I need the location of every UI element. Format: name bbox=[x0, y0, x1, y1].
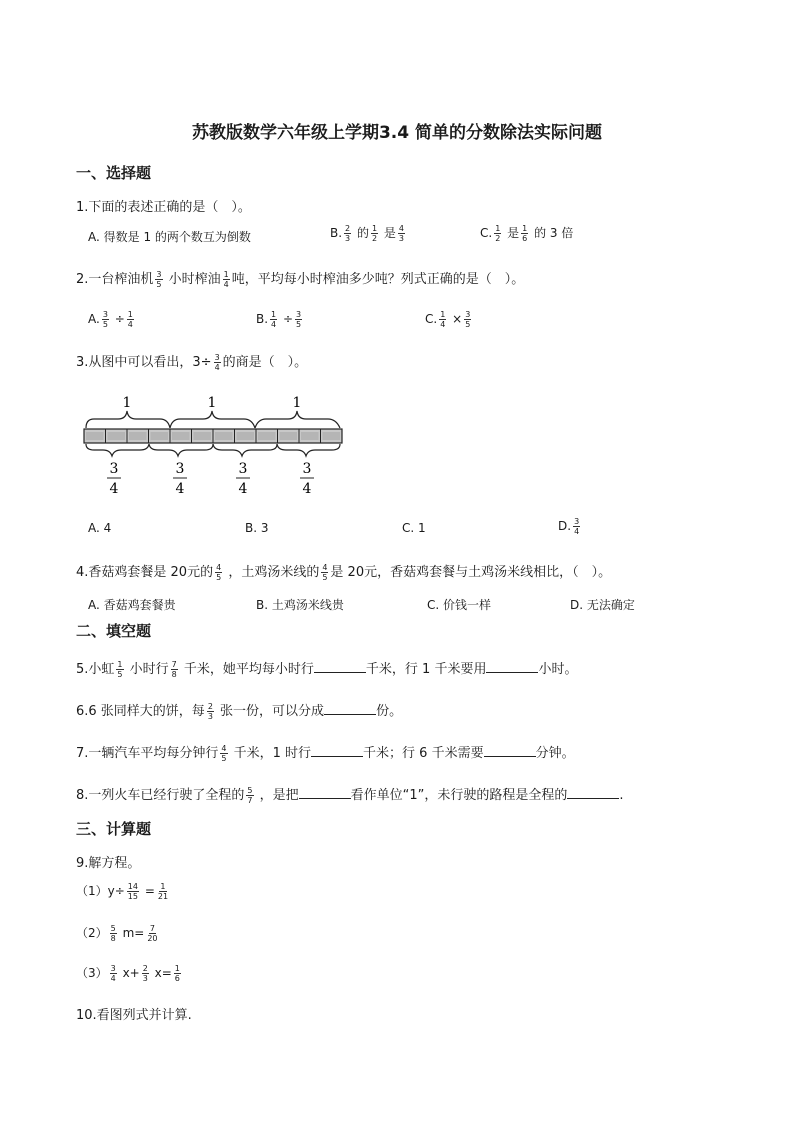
answer-blank[interactable] bbox=[567, 786, 619, 799]
q4-option-b: B. 土鸡汤米线贵 bbox=[256, 598, 344, 612]
bar-cell bbox=[215, 432, 233, 440]
q1-option-c: C. $\frac{1}{2}$ 是 $\frac{1}{6}$ 的 3 倍 bbox=[480, 224, 574, 243]
q3-option-a: A. 4 bbox=[88, 521, 112, 535]
brace-top-2 bbox=[170, 411, 255, 428]
answer-blank[interactable] bbox=[314, 660, 366, 673]
bottom-braces bbox=[86, 444, 340, 456]
answer-blank[interactable] bbox=[484, 744, 536, 757]
fraction: $\frac{4}{5}$ bbox=[322, 563, 328, 582]
fraction: $\frac{1}{21}$ bbox=[157, 882, 169, 901]
fraction: $\frac{5}{7}$ bbox=[247, 786, 253, 805]
q3-option-d: D. $\frac{3}{4}$ bbox=[558, 517, 580, 536]
question-10: 10.看图列式并计算. bbox=[76, 1008, 192, 1023]
fraction: $\frac{3}{5}$ bbox=[465, 310, 471, 329]
bottom-den-4: 4 bbox=[302, 481, 312, 497]
bar-cell bbox=[86, 432, 104, 440]
fraction: $\frac{1}{4}$ bbox=[127, 310, 133, 329]
fraction: $\frac{1}{4}$ bbox=[271, 310, 277, 329]
fraction: $\frac{7}{20}$ bbox=[147, 924, 158, 943]
bar-cell bbox=[258, 432, 276, 440]
fraction: $\frac{1}{6}$ bbox=[522, 224, 528, 243]
equation-2: （2） $\frac{5}{8}$ m= $\frac{7}{20}$ bbox=[76, 924, 158, 943]
equation-3: （3） $\frac{3}{4}$ x+ $\frac{2}{3}$ x= $\frac{1}{6}$ bbox=[76, 964, 180, 983]
question-1: 1.下面的表述正确的是（ ）。 bbox=[76, 200, 251, 215]
q3-option-b: B. 3 bbox=[245, 521, 269, 535]
question-4: 4.香菇鸡套餐是 20元的 $\frac{4}{5}$ ，土鸡汤米线的 $\frac{4}{5}$ 是 20元，香菇鸡套餐与土鸡汤米线相比，（ ）。 bbox=[76, 563, 612, 582]
top-braces bbox=[86, 411, 340, 428]
q2-option-b: B. $\frac{1}{4}$ ÷ $\frac{3}{5}$ bbox=[256, 310, 302, 329]
bar-cell bbox=[301, 432, 319, 440]
bottom-num-2: 3 bbox=[175, 461, 185, 477]
bar-cell bbox=[129, 432, 147, 440]
fraction: $\frac{4}{5}$ bbox=[216, 563, 222, 582]
page-title: 苏教版数学六年级上学期3.4 简单的分数除法实际问题 bbox=[191, 123, 603, 143]
fraction: $\frac{1}{4}$ bbox=[223, 270, 229, 289]
question-6: 6.6 张同样大的饼，每 $\frac{2}{3}$ 张一份，可以分成 份。 bbox=[76, 702, 403, 721]
fraction: $\frac{1}{4}$ bbox=[440, 310, 446, 329]
fraction: $\frac{3}{5}$ bbox=[296, 310, 302, 329]
question-2: 2.一台榨油机 $\frac{3}{5}$ 小时榨油 $\frac{1}{4}$ 吨，平均每小时榨油多少吨？列式正确的是（ ）。 bbox=[76, 270, 525, 289]
q3-option-c: C. 1 bbox=[402, 521, 426, 535]
fraction: $\frac{1}{5}$ bbox=[117, 660, 123, 679]
question-3: 3.从图中可以看出，3÷ $\frac{3}{4}$ 的商是（ ）。 bbox=[76, 353, 308, 372]
section-fill-blank: 二、填空题 bbox=[76, 622, 152, 640]
bar-cell bbox=[237, 432, 255, 440]
q4-option-d: D. 无法确定 bbox=[570, 598, 635, 612]
equation-1: （1）y÷ $\frac{14}{15}$ = $\frac{1}{21}$ bbox=[76, 882, 169, 901]
brace-bottom-1 bbox=[86, 444, 149, 456]
fraction: $\frac{2}{3}$ bbox=[207, 702, 213, 721]
answer-blank[interactable] bbox=[299, 786, 351, 799]
answer-blank[interactable] bbox=[486, 660, 538, 673]
top-label-1: 1 bbox=[122, 395, 132, 411]
fraction: $\frac{5}{8}$ bbox=[110, 924, 116, 943]
fraction: $\frac{1}{2}$ bbox=[371, 224, 378, 243]
bar-cell bbox=[151, 432, 169, 440]
fraction: $\frac{4}{5}$ bbox=[221, 744, 227, 763]
brace-bottom-4 bbox=[277, 444, 340, 456]
fraction: $\frac{1}{2}$ bbox=[495, 224, 501, 243]
top-label-2: 1 bbox=[207, 395, 217, 411]
bottom-num-1: 3 bbox=[109, 461, 119, 477]
fraction: $\frac{4}{3}$ bbox=[398, 224, 405, 243]
fraction: $\frac{3}{5}$ bbox=[156, 270, 162, 289]
fraction: $\frac{2}{3}$ bbox=[142, 964, 148, 983]
bar-cell bbox=[323, 432, 341, 440]
q1-option-a: A. 得数是 1 的两个数互为倒数 bbox=[88, 230, 251, 244]
bar-cell bbox=[280, 432, 298, 440]
q2-option-c: C. $\frac{1}{4}$ × $\frac{3}{5}$ bbox=[425, 310, 471, 329]
q4-option-c: C. 价钱一样 bbox=[427, 598, 492, 612]
brace-bottom-2 bbox=[149, 444, 213, 456]
q4-option-a: A. 香菇鸡套餐贵 bbox=[88, 598, 176, 612]
fraction: $\frac{7}{8}$ bbox=[171, 660, 177, 679]
top-label-3: 1 bbox=[292, 395, 302, 411]
bar-cell bbox=[108, 432, 126, 440]
bar-cell bbox=[194, 432, 212, 440]
question-5: 5.小虹 $\frac{1}{5}$ 小时行 $\frac{7}{8}$ 千米，她平均每小时行 千米，行 1 千米要用 小时。 bbox=[76, 660, 578, 679]
fraction: $\frac{3}{4}$ bbox=[574, 517, 580, 536]
bottom-den-2: 4 bbox=[175, 481, 185, 497]
brace-bottom-3 bbox=[213, 444, 277, 456]
fraction: $\frac{3}{4}$ bbox=[214, 353, 220, 372]
section-choice: 一、选择题 bbox=[76, 164, 152, 182]
question-8: 8.一列火车已经行驶了全程的 $\frac{5}{7}$ ，是把 看作单位“1”，未行驶的路程是全程的 . bbox=[76, 786, 624, 805]
bar-cell bbox=[172, 432, 190, 440]
segmented-bar bbox=[84, 429, 342, 443]
q1-option-b: B. $\frac{2}{3}$ 的 $\frac{1}{2}$ 是 $\frac{4}{3}$ bbox=[330, 224, 405, 243]
fraction: $\frac{3}{4}$ bbox=[110, 964, 116, 983]
question-7: 7.一辆汽车平均每分钟行 $\frac{4}{5}$ 千米，1 时行 千米；行 6 千米需要 分钟。 bbox=[76, 744, 575, 763]
answer-blank[interactable] bbox=[311, 744, 363, 757]
bottom-num-4: 3 bbox=[302, 461, 312, 477]
fraction: $\frac{1}{6}$ bbox=[174, 964, 180, 983]
brace-top-1 bbox=[86, 411, 170, 428]
fraction: $\frac{2}{3}$ bbox=[345, 224, 351, 243]
fraction-bar-diagram bbox=[76, 392, 356, 500]
bottom-num-3: 3 bbox=[238, 461, 248, 477]
section-calculation: 三、计算题 bbox=[76, 820, 152, 838]
bottom-den-1: 4 bbox=[109, 481, 119, 497]
question-9: 9.解方程。 bbox=[76, 856, 141, 871]
brace-top-3 bbox=[255, 411, 340, 428]
fraction: $\frac{14}{15}$ bbox=[127, 882, 138, 901]
answer-blank[interactable] bbox=[324, 702, 376, 715]
fraction: $\frac{3}{5}$ bbox=[102, 310, 108, 329]
q2-option-a: A. $\frac{3}{5}$ ÷ $\frac{1}{4}$ bbox=[88, 310, 133, 329]
bottom-den-3: 4 bbox=[238, 481, 248, 497]
